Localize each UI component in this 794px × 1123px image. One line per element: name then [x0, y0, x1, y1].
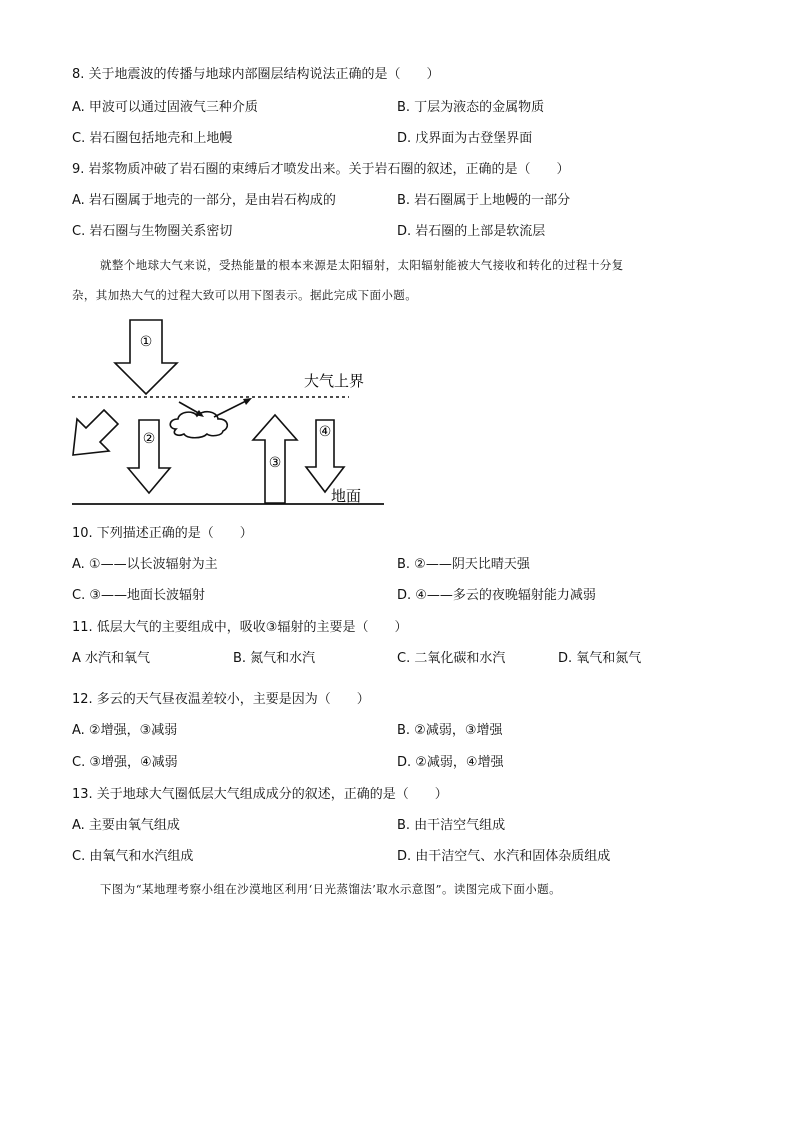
atmosphere-heating-diagram [64, 315, 384, 515]
q10-option-d[interactable]: D. ④——多云的夜晚辐射能力减弱 [397, 588, 596, 603]
q13-stem: 13. 关于地球大气圈低层大气组成成分的叙述，正确的是（ ） [72, 787, 448, 802]
q12-stem: 12. 多云的天气昼夜温差较小，主要是因为（ ） [72, 692, 370, 707]
q11-option-b[interactable]: B. 氮气和水汽 [233, 651, 316, 666]
q8-option-d[interactable]: D. 戊界面为古登堡界面 [397, 131, 533, 146]
arrow-3-label: ③ [268, 455, 282, 471]
q12-option-a[interactable]: A. ②增强，③减弱 [72, 723, 178, 738]
q11-stem: 11. 低层大气的主要组成中，吸收③辐射的主要是（ ） [72, 620, 408, 635]
q13-option-a[interactable]: A. 主要由氧气组成 [72, 818, 180, 833]
intro-paragraph-2: 下图为“某地理考察小组在沙漠地区利用‘日光蒸馏法’取水示意图”。读图完成下面小题。 [100, 882, 561, 896]
q10-option-c[interactable]: C. ③——地面长波辐射 [72, 588, 205, 603]
q9-option-b[interactable]: B. 岩石圈属于上地幔的一部分 [397, 193, 571, 208]
q11-option-a[interactable]: A 水汽和氧气 [72, 651, 151, 666]
arrow-1-label: ① [139, 334, 153, 350]
q12-option-b[interactable]: B. ②减弱，③增强 [397, 723, 503, 738]
reflected-arrow [73, 410, 118, 455]
q10-stem: 10. 下列描述正确的是（ ） [72, 526, 253, 541]
label-top-of-atmosphere: 大气上界 [304, 372, 365, 390]
intro-paragraph-line-2: 杂，其加热大气的过程大致可以用下图表示。据此完成下面小题。 [72, 288, 418, 302]
q9-option-a[interactable]: A. 岩石圈属于地壳的一部分，是由岩石构成的 [72, 193, 336, 208]
q13-option-c[interactable]: C. 由氧气和水汽组成 [72, 849, 194, 864]
q10-option-b[interactable]: B. ②——阴天比晴天强 [397, 557, 530, 572]
label-ground: 地面 [331, 487, 362, 505]
q8-option-c[interactable]: C. 岩石圈包括地壳和上地幔 [72, 131, 233, 146]
arrow-4-label: ④ [318, 424, 332, 440]
q12-option-c[interactable]: C. ③增强，④减弱 [72, 755, 178, 770]
arrow-1-solar-radiation [115, 320, 177, 394]
q13-option-d[interactable]: D. 由干洁空气、水汽和固体杂质组成 [397, 849, 611, 864]
q10-option-a[interactable]: A. ①——以长波辐射为主 [72, 557, 218, 572]
q11-option-d[interactable]: D. 氧气和氮气 [558, 651, 642, 666]
q11-option-c[interactable]: C. 二氧化碳和水汽 [397, 651, 506, 666]
q8-option-b[interactable]: B. 丁层为液态的金属物质 [397, 100, 545, 115]
intro-paragraph-line-1: 就整个地球大气来说，受热能量的根本来源是太阳辐射，太阳辐射能被大气接收和转化的过程十分复 [100, 258, 624, 272]
q9-option-d[interactable]: D. 岩石圈的上部是软流层 [397, 224, 546, 239]
q8-option-a[interactable]: A. 甲波可以通过固液气三种介质 [72, 100, 258, 115]
arrow-2-label: ② [142, 431, 156, 447]
q9-option-c[interactable]: C. 岩石圈与生物圈关系密切 [72, 224, 233, 239]
q12-option-d[interactable]: D. ②减弱，④增强 [397, 755, 504, 770]
q13-option-b[interactable]: B. 由干洁空气组成 [397, 818, 506, 833]
q8-stem: 8. 关于地震波的传播与地球内部圈层结构说法正确的是（ ） [72, 67, 440, 82]
q9-stem: 9. 岩浆物质冲破了岩石圈的束缚后才喷发出来。关于岩石圈的叙述，正确的是（ ） [72, 162, 570, 177]
